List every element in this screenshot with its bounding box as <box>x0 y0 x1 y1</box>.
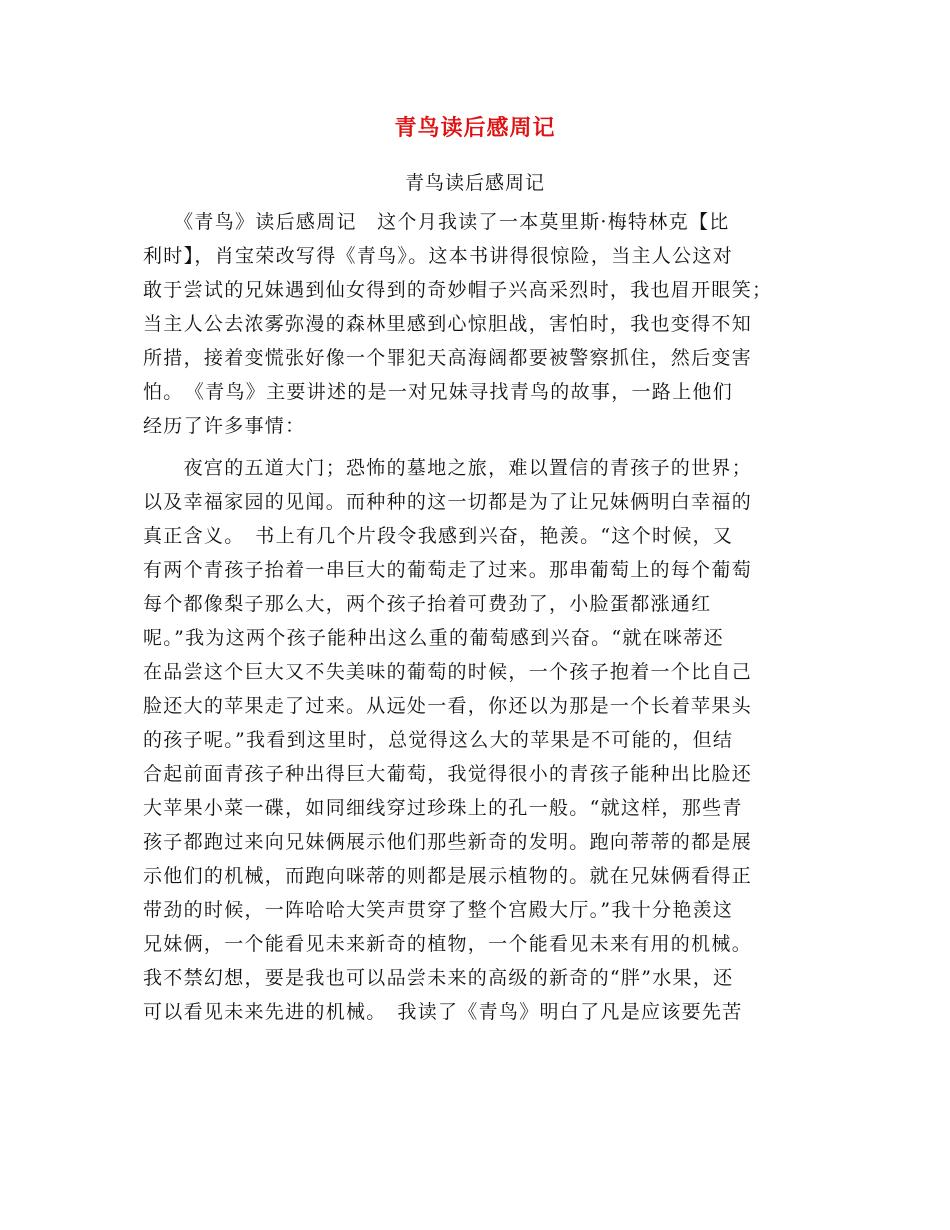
body-line: 大苹果小菜一碟，如同细线穿过珍珠上的孔一般。“就这样，那些青 <box>143 797 743 819</box>
body-line: 带劲的时候，一阵哈哈大笑声贯穿了整个宫殿大厅。”我十分艳羡这 <box>143 899 734 921</box>
document-subtitle: 青鸟读后感周记 <box>404 172 545 194</box>
body-line: 我不禁幻想，要是我也可以品尝未来的高级的新奇的“胖”水果，还 <box>143 967 734 989</box>
body-line: 的孩子呢。”我看到这里时，总觉得这么大的苹果是不可能的，但结 <box>143 729 734 751</box>
body-line: 经历了许多事情： <box>143 415 306 437</box>
body-line: 真正含义。 书上有几个片段令我感到兴奋，艳羡。“这个时候，又 <box>143 525 734 547</box>
body-line: 所措，接着变慌张好像一个罪犯天高海阔都要被警察抓住，然后变害 <box>143 347 753 369</box>
body-line: 兄妹俩，一个能看见未来新奇的植物，一个能看见未来有用的机械。 <box>143 933 753 955</box>
body-line: 怕。 《青鸟》主要讲述的是一对兄妹寻找青鸟的故事，一路上他们 <box>143 381 734 403</box>
body-line: 当主人公去浓雾弥漫的森林里感到心惊胆战，害怕时，我也变得不知 <box>143 313 753 335</box>
body-line: 合起前面青孩子种出得巨大葡萄，我觉得很小的青孩子能种出比脸还 <box>143 763 753 785</box>
body-line: 可以看见未来先进的机械。 我读了《青鸟》明白了凡是应该要先苦 <box>143 1001 743 1023</box>
body-line: 以及幸福家园的见闻。而种种的这一切都是为了让兄妹俩明白幸福的 <box>143 491 753 513</box>
body-line: 夜宫的五道大门；恐怖的墓地之旅，难以置信的青孩子的世界； <box>143 457 753 479</box>
body-line: 示他们的机械，而跑向咪蒂的则都是展示植物的。就在兄妹俩看得正 <box>143 865 753 887</box>
body-line: 每个都像梨子那么大，两个孩子抬着可费劲了，小脸蛋都涨通红 <box>143 593 712 615</box>
document-title: 青鸟读后感周记 <box>394 115 556 141</box>
body-line: 《青鸟》读后感周记 这个月我读了一本莫里斯·梅特林克【比 <box>143 211 730 233</box>
body-line: 利时】，肖宝荣改写得《青鸟》。这本书讲得很惊险，当主人公这对 <box>143 245 734 267</box>
body-line: 敢于尝试的兄妹遇到仙女得到的奇妙帽子兴高采烈时，我也眉开眼笑； <box>143 279 773 301</box>
body-line: 脸还大的苹果走了过来。从远处一看，你还以为那是一个长着苹果头 <box>143 695 753 717</box>
body-line: 在品尝这个巨大又不失美味的葡萄的时候，一个孩子抱着一个比自己 <box>143 661 753 683</box>
body-line: 有两个青孩子抬着一串巨大的葡萄走了过来。那串葡萄上的每个葡萄 <box>143 559 753 581</box>
body-line: 呢。”我为这两个孩子能种出这么重的葡萄感到兴奋。“就在咪蒂还 <box>143 627 724 649</box>
body-line: 孩子都跑过来向兄妹俩展示他们那些新奇的发明。跑向蒂蒂的都是展 <box>143 831 753 853</box>
